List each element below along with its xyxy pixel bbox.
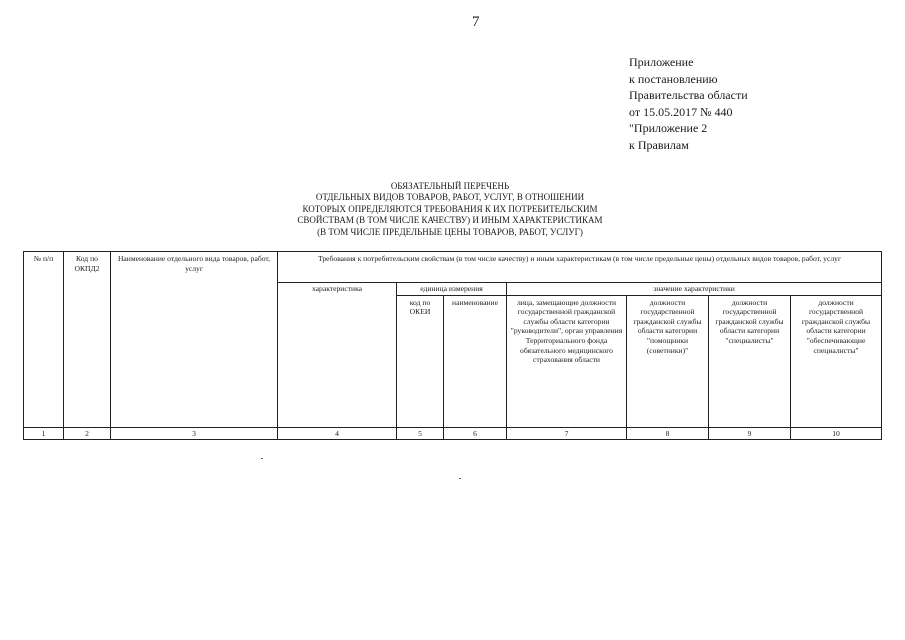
appendix-line: Правительства области bbox=[629, 88, 748, 103]
column-number: 3 bbox=[111, 427, 278, 439]
header-num: № п/п bbox=[24, 252, 64, 428]
title-line: ОБЯЗАТЕЛЬНЫЙ ПЕРЕЧЕНЬ bbox=[390, 181, 510, 191]
appendix-reference bbox=[629, 54, 748, 154]
header-value: значение характеристики bbox=[507, 283, 882, 296]
scan-speck bbox=[459, 478, 461, 479]
column-number: 5 bbox=[397, 427, 444, 439]
column-number: 6 bbox=[444, 427, 507, 439]
appendix-line: "Приложение 2 bbox=[629, 121, 708, 136]
header-category-specialists: должности государственной гражданской службы области категории "специалисты" bbox=[709, 295, 791, 427]
header-category-support: должности государственной гражданской службы области категории "обеспечивающие специалисты" bbox=[791, 295, 882, 427]
column-number: 2 bbox=[64, 427, 111, 439]
scan-speck bbox=[261, 458, 263, 459]
column-number: 4 bbox=[278, 427, 397, 439]
requirements-table bbox=[23, 251, 882, 440]
document-title bbox=[250, 181, 650, 238]
title-line: ОТДЕЛЬНЫХ ВИДОВ ТОВАРОВ, РАБОТ, УСЛУГ, В ОТНОШЕНИИ bbox=[315, 192, 585, 203]
header-okei: код по ОКЕИ bbox=[397, 295, 444, 427]
title-line: КОТОРЫХ ОПРЕДЕЛЯЮТСЯ ТРЕБОВАНИЯ К ИХ ПОТРЕБИТЕЛЬСКИМ bbox=[302, 203, 598, 214]
title-line: (В ТОМ ЧИСЛЕ ПРЕДЕЛЬНЫЕ ЦЕНЫ ТОВАРОВ, РАБОТ, УСЛУГ) bbox=[317, 226, 583, 237]
header-name: Наименование отдельного вида товаров, работ, услуг bbox=[111, 252, 278, 428]
header-category-helpers: должности государственной гражданской службы области категории "помощники (советники)" bbox=[627, 295, 709, 427]
header-unit-name: наименование bbox=[444, 295, 507, 427]
column-number: 1 bbox=[24, 427, 64, 439]
header-okpd: Код по ОКПД2 bbox=[64, 252, 111, 428]
column-number: 10 bbox=[791, 427, 882, 439]
appendix-line: Приложение bbox=[629, 55, 694, 69]
appendix-line: к Правилам bbox=[629, 137, 689, 152]
header-characteristic: характеристика bbox=[278, 283, 397, 428]
column-number: 8 bbox=[627, 427, 709, 439]
page-number: 7 bbox=[472, 14, 480, 30]
header-requirements: Требования к потребительским свойствам (в том числе качеству) и иным характеристикам (в том числе предельные цены) отдельных видов товаров, работ, услуг bbox=[278, 252, 882, 283]
column-number: 9 bbox=[709, 427, 791, 439]
title-line: СВОЙСТВАМ (В ТОМ ЧИСЛЕ КАЧЕСТВУ) И ИНЫМ ХАРАКТЕРИСТИКАМ bbox=[297, 215, 603, 226]
header-unit: единица измерения bbox=[397, 283, 507, 296]
column-number: 7 bbox=[507, 427, 627, 439]
header-category-heads: лица, замещающие должности государственной гражданской службы области категории "руководители", орган управления Территориального фонда обязательного медицинского страхования области bbox=[507, 295, 627, 427]
appendix-line: от 15.05.2017 № 440 bbox=[629, 104, 733, 119]
appendix-line: к постановлению bbox=[629, 71, 718, 86]
